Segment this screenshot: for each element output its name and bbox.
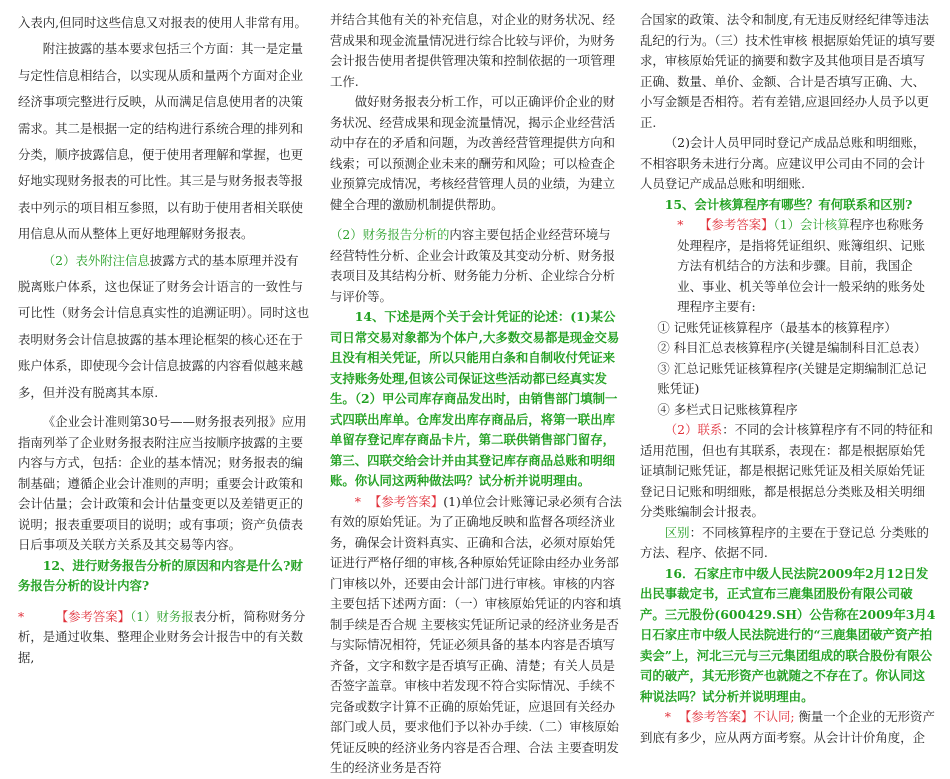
answer-heading: （1）会计核算 [773,217,850,232]
answer-label: 【参考答案】 [678,709,754,724]
star-marker: * [664,709,671,724]
answer-paragraph [18,607,310,669]
paragraph [330,225,622,307]
paragraph-text: ：不同的会计核算程序有不同的特征和适用范围，但也有其联系，表现在：都是根据原始凭证填制记账凭证，都是根据记账凭证及相关原始凭证登记日记账和明细账，都是根据总分类账及相关明细分类账编制会计报表。 [640,422,933,519]
answer-paragraph [330,492,622,779]
question-heading: 14、下述是两个关于会计凭证的论述：(1)某公司日常交易对象都为个体户,大多数交易都是现金交易且没有相关凭证，所以只能用白条和自制收付凭证来支持账务处理,但该公司保证这些活动都已经真实发生。（2）甲公司库存商品发出时，由销售部门填制一式四联出库单。仓库发出库存商品后，将第一联出库单留存登记库存商品卡片，第二联供销售部门留存，第三、四联交给会计并由其登记库存商品总账和明细账。你认同这两种做法吗？试分析并说明理由。 [330,309,620,488]
section-heading: 区别 [664,524,690,540]
answer-label: 【参考答案】 [368,493,444,509]
list-item: ③ 汇总记账凭证核算程序(关键是定期编制汇总记账凭证) [657,360,927,396]
list-item: ④ 多栏式日记账核算程序 [657,401,798,417]
section-heading: （2）联系 [664,422,723,437]
column-middle [330,10,622,779]
section-heading: （2）财务报告分析的 [330,227,450,242]
paragraph: 并结合其他有关的补充信息，对企业的财务状况、经营成果和现金流量情况进行综合比较与评价，为财务会计报告使用者提供管理决策和控制依据的一项管理工作. [330,12,615,89]
answer-paragraph [640,707,936,748]
star-marker: * [354,493,361,509]
question-heading: 16．石家庄市中级人民法院2009年2月12日发出民事裁定书，正式宣布三鹿集团股份有限公司破产。三元股份(600429.SH）公告称在2009年3月4日石家庄市中级人民法院进行的“三鹿集团破产资产拍卖会”上，河北三元与三元集团组成的联合股份有限公司的破产，其无形资产也就随之不存在了。你认同这种说法吗？试分析并说明理由。 [640,565,936,704]
paragraph: 入表内,但同时这些信息又对报表的使用人非常有用。 [18,15,307,30]
answer-label: 【参考答案】 [55,608,131,624]
list-item: ① 记账凭证核算程序（最基本的核算程序） [657,319,897,335]
paragraph: 做好财务报表分析工作，可以正确评价企业的财务状况、经营成果和现金流量情况，揭示企业经营活动中存在的矛盾和问题，为改善经营管理提供方向和线索；可以预测企业未来的酬劳和风险；可以检查企业预算完成情况，考核经营管理人员的业绩，为建立健全合理的激励机制提供帮助。 [330,94,615,212]
paragraph: （2)会计人员甲同时登记产成品总账和明细账，不相容职务未进行分离。应建议甲公司由不同的会计人员登记产成品总账和明细账. [640,135,926,191]
answer-text: 表分析，简称财务分析，是通过收集、整理企业财务会计报告中的有关数据, [18,608,306,665]
section-heading: （2）表外附注信息 [42,252,150,268]
question-heading: 12、进行财务报告分析的原因和内容是什么?财务报告分析的设计内容? [18,557,303,594]
answer-text: (1)单位会计账簿记录必须有合法有效的原始凭证。为了正确地反映和监督各项经济业务，确保会计资料真实、正确和合法，必须对原始凭证进行严格仔细的审核,各种原始凭证除由经办业务部门审核以外，还要由会计部门进行审核。审核的内容主要包括下述两方面：（一）审核原始凭证的内容和填制手续是否合规 主要核实凭证所记录的经济业务是否与实际情况相符，凭证必须具备的基本内容是否填写齐备，文字和数字是否填写正确、清楚；有关人员是否签字盖章。审核中若发现不符合实际情况、手续不完备或数字计算不正确的原始凭证，应退回有关经办部门或人员，要求他们予以补办手续.（二）审核原始凭证反映的经济业务内容是否合理、合法 主要查明发生的经济业务是否符 [330,493,622,775]
list-item: ② 科目汇总表核算程序(关键是编制科目汇总表） [657,340,927,355]
answer-text: 衡量一个企业的无形资产到底有多少，应从两方面考察。从会计计价角度，企 [640,709,935,745]
paragraph [640,523,936,564]
answer-heading: 不认同; [753,709,795,724]
star-marker: * [18,608,25,624]
column-left [18,10,310,668]
answer-heading: （1）财务报 [130,608,194,624]
column-right [640,10,936,748]
question-heading: 15、会计核算程序有哪些？有何联系和区别? [664,196,913,212]
paragraph [18,248,310,406]
paragraph: 合国家的政策、法令和制度,有无违反财经纪律等违法乱纪的行为。（三）技术性审核 根据原始凭证的填写要求，审核原始凭证的摘要和数字及其他项目是否填写正确、数量、单价、金额、合计是否填写正确、大、小写金额是否相符。若有差错,应退回经办人员予以更正. [640,12,936,130]
paragraph [640,420,936,523]
star-marker: * [677,217,684,232]
paragraph: 《企业会计准则第30号——财务报表列报》应用指南列举了企业财务报表附注应当按顺序披露的主要内容与方式，包括：企业的基本情况；财务报表的编制基础；遵循企业会计准则的声明；重要会计政策和会计估量；会计政策和会计估量变更以及差错更正的说明；报表重要项目的说明；或有事项；资产负债表日后事项及关联方关系及其交易等内容。 [18,414,307,553]
answer-text: 程序也称账务处理程序，是指将凭证组织、账簿组织、记账方法有机结合的方法和步骤。目前，我国企业、事业、机关等单位会计一般采纳的账务处理程序主要有: [677,217,925,314]
paragraph-text: 内容主要包括企业经营环境与经营特性分析、企业会计政策及其变动分析、财务报表项目及其结构分析、财务能力分析、企业综合分析与评价等。 [330,227,615,304]
paragraph-text: 披露方式的基本原理并没有脱离账户体系，这也保证了财务会计语言的一致性与可比性（财务会计信息真实性的追溯证明）。同时这也表明财务会计信息披露的基本理论框架的核心还在于账户体系，即使现今会计信息披露的内容看似越来越多，但并没有脱离其本原. [18,252,310,400]
paragraph-text: ：不同核算程序的主要在于登记总 分类账的方法、程序、依据不同. [640,524,929,560]
answer-paragraph [640,215,936,318]
answer-label: 【参考答案】 [699,217,774,232]
paragraph: 附注披露的基本要求包括三个方面：其一是定量与定性信息相结合，以实现从质和量两个方面对企业经济事项完整进行反映，从而满足信息使用者的决策需求。其二是根据一定的结构进行系统合理的排列和分类，顺序披露信息，便于使用者理解和掌握，也更好地实现财务报表的可比性。其三是与财务报表等报表中列示的项目相互参照，以有助于使用者相关联使用信息从而从整体上更好地理解财务报表。 [18,41,303,242]
